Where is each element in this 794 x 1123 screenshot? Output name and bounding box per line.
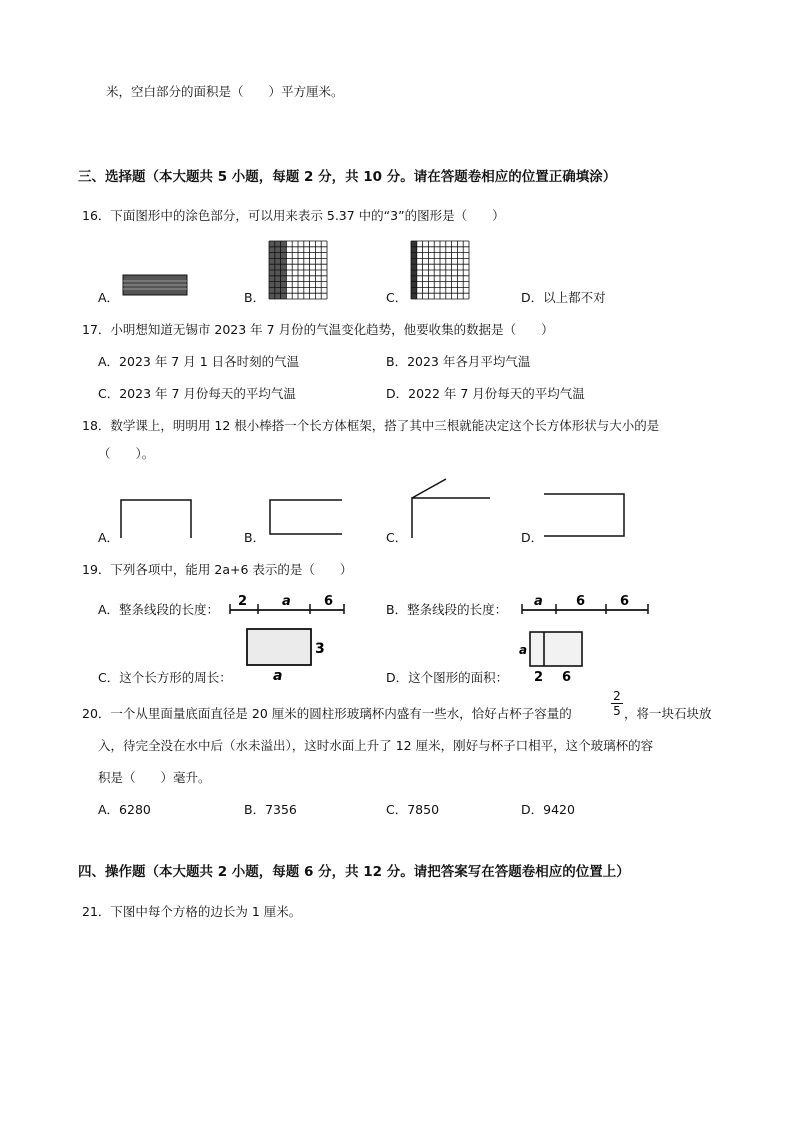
fig-b-label-1: a xyxy=(534,594,543,609)
q17-option-a[interactable]: A．2023 年 7 月 1 日各时刻的气温 xyxy=(98,354,300,369)
fig-c-label-2: a xyxy=(273,668,283,683)
q17-option-b[interactable]: B．2023 年各月平均气温 xyxy=(386,354,531,369)
fig-d-label-3: 6 xyxy=(562,670,572,684)
q16-option-c-label[interactable]: C． xyxy=(386,290,408,305)
q20-stem-line1: 20．一个从里面量底面直径是 20 厘米的圆柱形玻璃杯内盛有一些水，恰好占杯子容量的 xyxy=(82,706,572,721)
fig-d-label-2: 2 xyxy=(534,670,544,684)
q19-stem: 19．下列各项中，能用 2a+6 表示的是（ ） xyxy=(82,562,353,577)
q18-option-d-label[interactable]: D． xyxy=(521,530,544,545)
q19-option-b[interactable]: B．整条线段的长度： xyxy=(386,602,508,617)
q19-figure-a xyxy=(228,588,346,616)
q20-option-a[interactable]: A．6280 xyxy=(98,802,151,817)
fig-a-label-1: 2 xyxy=(238,594,248,609)
q17-option-d[interactable]: D．2022 年 7 月份每天的平均气温 xyxy=(386,386,585,401)
q16-option-b-label[interactable]: B． xyxy=(244,290,266,305)
section-4-heading: 四、操作题（本大题共 2 小题，每题 6 分，共 12 分。请把答案写在答题卷相应的位置上） xyxy=(78,864,630,880)
q19-figure-c xyxy=(245,627,329,683)
q19-option-a[interactable]: A．整条线段的长度： xyxy=(98,602,220,617)
fig-b-label-2: 6 xyxy=(576,594,586,609)
q19-figure-b xyxy=(520,588,650,616)
q16-figure-c xyxy=(410,240,470,300)
q16-option-d[interactable]: D．以上都不对 xyxy=(521,290,606,305)
fig-a-label-2: a xyxy=(282,594,291,609)
q18-option-b-label[interactable]: B． xyxy=(244,530,266,545)
q20-fraction-numerator: 2 xyxy=(613,689,621,703)
q16-stem: 16．下面图形中的涂色部分，可以用来表示 5.37 中的“3”的图形是（ ） xyxy=(82,208,505,223)
q18-stem-line1: 18．数学课上，明明用 12 根小棒搭一个长方体框架，搭了其中三根就能决定这个长方体形状与大小的是 xyxy=(82,418,660,433)
q20-stem-line3: 积是（ ）毫升。 xyxy=(98,770,211,785)
q19-option-c[interactable]: C．这个长方形的周长： xyxy=(98,670,232,685)
q16-figure-a xyxy=(122,274,188,296)
q18-figure-a xyxy=(118,496,194,540)
fig-a-label-3: 6 xyxy=(324,594,334,609)
q18-stem-line2: （ ）。 xyxy=(98,446,155,461)
q17-option-c[interactable]: C．2023 年 7 月份每天的平均气温 xyxy=(98,386,296,401)
fig-c-label-1: 3 xyxy=(315,641,325,657)
q18-option-a-label[interactable]: A． xyxy=(98,530,120,545)
q19-option-d[interactable]: D．这个图形的面积： xyxy=(386,670,509,685)
q18-figure-d xyxy=(542,490,628,540)
q18-figure-b xyxy=(266,496,344,540)
q19-figure-d xyxy=(518,630,588,684)
q20-option-c[interactable]: C．7850 xyxy=(386,802,440,817)
continued-line: 米，空白部分的面积是（ ）平方厘米。 xyxy=(106,84,344,99)
section-3-heading: 三、选择题（本大题共 5 小题，每题 2 分，共 10 分。请在答题卷相应的位置正确填涂） xyxy=(78,169,617,185)
q17-stem: 17．小明想知道无锡市 2023 年 7 月份的气温变化趋势，他要收集的数据是（ ） xyxy=(82,322,554,337)
q20-option-b[interactable]: B．7356 xyxy=(244,802,297,817)
fig-b-label-3: 6 xyxy=(620,594,630,609)
q16-figure-b xyxy=(268,240,328,300)
q16-option-a-label[interactable]: A． xyxy=(98,290,120,305)
q20-fraction-denominator: 5 xyxy=(613,704,621,718)
fig-d-label-1: a xyxy=(519,643,528,657)
q20-fraction xyxy=(611,690,623,717)
q21-stem: 21．下图中每个方格的边长为 1 厘米。 xyxy=(82,904,302,919)
q20-option-d[interactable]: D．9420 xyxy=(521,802,575,817)
q18-figure-c xyxy=(406,476,492,540)
q20-stem-line1-tail: ，将一块石块放 xyxy=(624,706,712,721)
q18-option-c-label[interactable]: C． xyxy=(386,530,408,545)
q20-stem-line2: 入，待完全没在水中后（水未溢出），这时水面上升了 12 厘米，刚好与杯子口相平，这个玻璃杯的容 xyxy=(98,738,654,753)
